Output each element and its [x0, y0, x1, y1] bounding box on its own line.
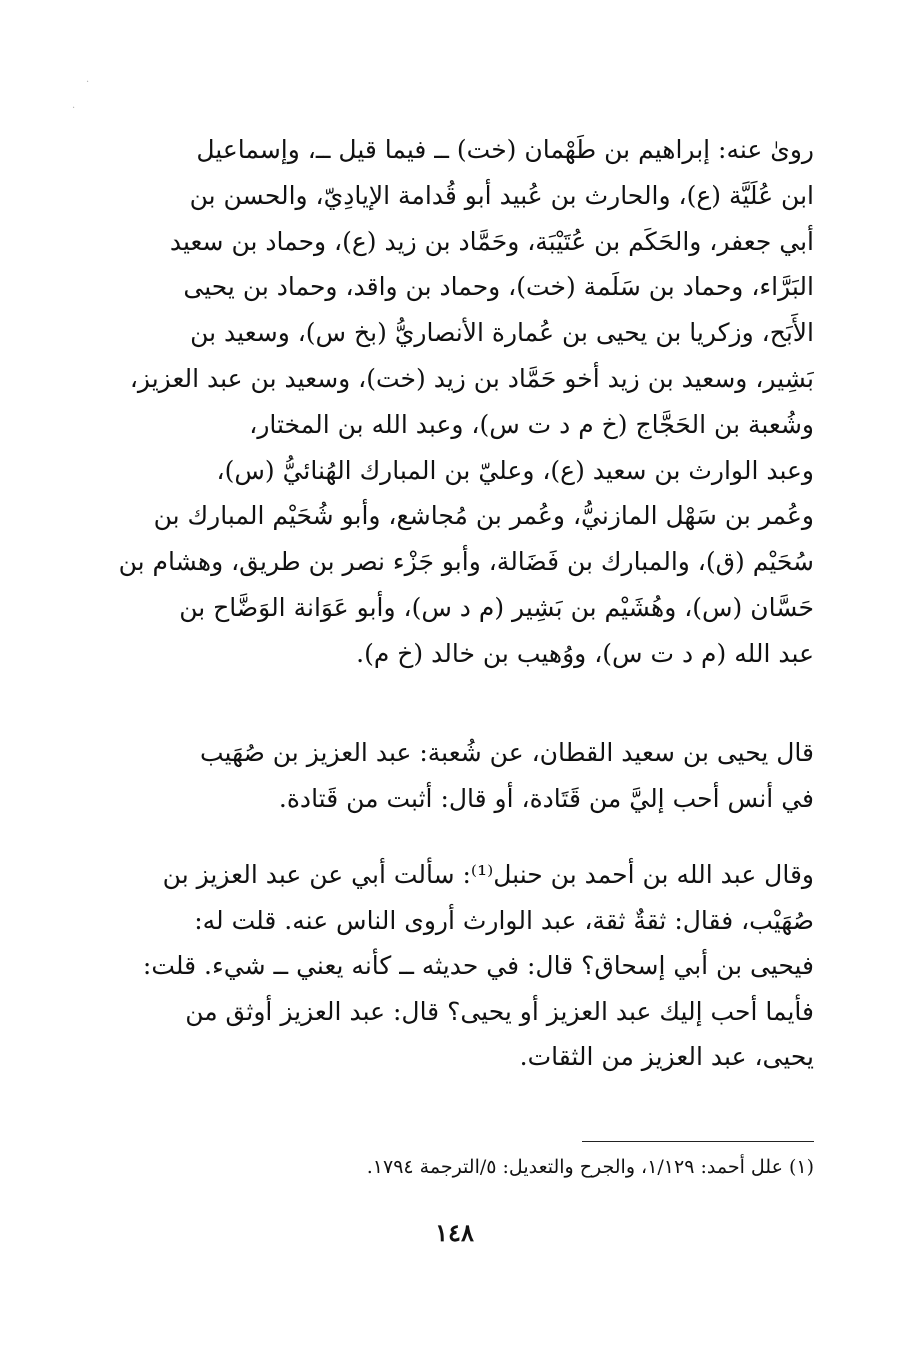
- text-line: يحيى، عبد العزيز من الثقات.: [519, 1042, 814, 1072]
- text-line: حَسَّان (س)، وهُشَيْم بن بَشِير (م د س)، وأبو عَوَانة الوَضَّاح بن: [179, 592, 814, 622]
- text-line: عبد الله (م د ت س)، ووُهيب بن خالد (خ م).: [356, 638, 814, 668]
- text-line: وعُمر بن سَهْل المازنيُّ، وعُمر بن مُجاشع، وأبو شُحَيْم المبارك بن: [153, 501, 814, 531]
- text-line: قال يحيى بن سعيد القطان، عن شُعبة: عبد العزيز بن صُهَيب: [199, 738, 814, 767]
- text-line: فيحيى بن أبي إسحاق؟ قال: في حديثه ــ كأنه يعني ــ شيء. قلت:: [142, 951, 814, 981]
- paragraph-yahya-qattan: [109, 730, 814, 822]
- text-line: سُحَيْم (ق)، والمبارك بن فَضَالة، وأبو جَزْء نصر بن طريق، وهشام بن: [118, 547, 814, 577]
- text-line: أبي جعفر، والحَكَم بن عُتَيْبَة، وحَمَّاد بن زيد (ع)، وحماد بن سعيد: [169, 226, 814, 256]
- text-line: البَرَّاء، وحماد بن سَلَمة (خت)، وحماد بن واقد، وحماد بن يحيى: [183, 272, 814, 302]
- text-line: وعبد الوارث بن سعيد (ع)، وعليّ بن المبارك الهُنائيُّ (س)،: [216, 455, 814, 485]
- paragraph-narrators: [109, 127, 814, 677]
- page-speck-mark: ·: [86, 77, 90, 88]
- text-line: ابن عُلَيَّة (ع)، والحارث بن عُبيد أبو قُدامة الإيادِيّ، والحسن بن: [189, 180, 814, 210]
- text-line: وقال عبد الله بن أحمد بن حنبل⁽¹⁾: سألت أبي عن عبد العزيز بن: [162, 860, 814, 889]
- page-number: ١٤٨: [435, 1218, 474, 1247]
- text-line: في أنس أحب إليَّ من قَتَادة، أو قال: أثبت من قَتادة.: [278, 784, 814, 813]
- text-line: بَشِير، وسعيد بن زيد أخو حَمَّاد بن زيد (خت)، وسعيد بن عبد العزيز،: [129, 363, 814, 393]
- text-line: وشُعبة بن الحَجَّاج (خ م د ت س)، وعبد الله بن المختار،: [249, 409, 814, 439]
- paragraph-abdullah-ibn-ahmad: [109, 852, 814, 1080]
- text-line: فأيما أحب إليك عبد العزيز أو يحيى؟ قال: عبد العزيز أوثق من: [185, 996, 814, 1026]
- text-line: الأَبَح، وزكريا بن يحيى بن عُمارة الأنصاريُّ (بخ س)، وسعيد بن: [190, 318, 814, 348]
- page-speck-mark: ·: [72, 103, 76, 114]
- text-line: روىٰ عنه: إبراهيم بن طَهْمان (خت) ــ فيما قيل ــ، وإسماعيل: [196, 135, 814, 164]
- footnote-divider: [582, 1141, 814, 1142]
- text-line: صُهَيْب، فقال: ثقةٌ ثقة، عبد الوارث أروى الناس عنه. قلت له:: [194, 905, 814, 935]
- footnote: (١) علل أحمد: ١/١٢٩، والجرح والتعديل: ٥/الترجمة ١٧٩٤.: [366, 1156, 814, 1178]
